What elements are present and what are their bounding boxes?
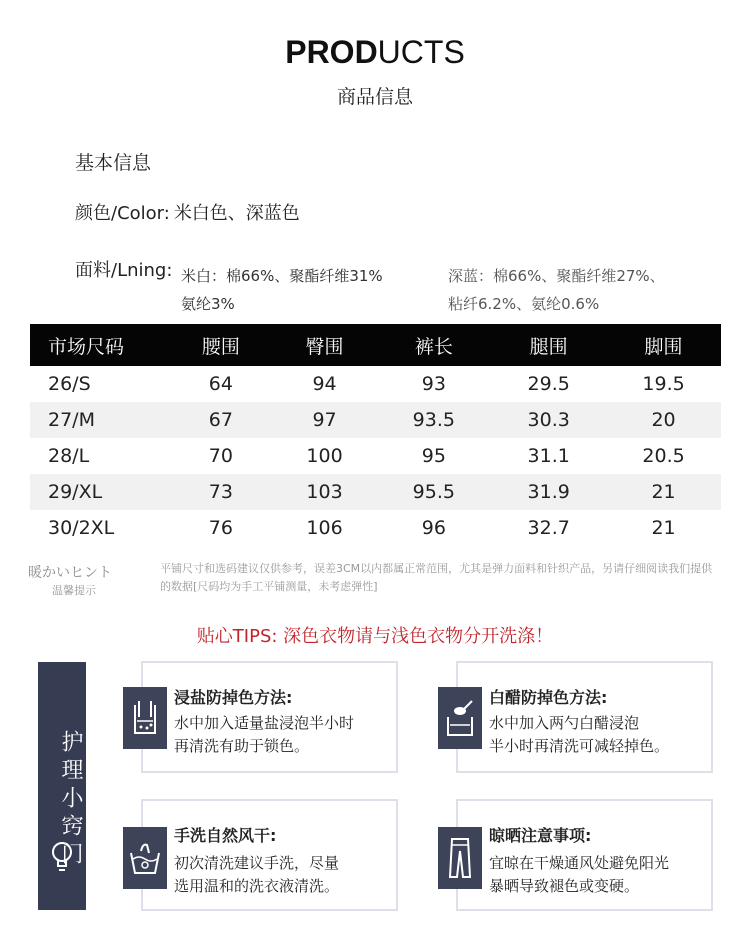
card-line: 初次清洗建议手洗，尽量	[174, 854, 340, 872]
table-cell: 20	[606, 402, 721, 438]
fabric-label: 面料/Lning:	[75, 260, 173, 281]
table-cell: 19.5	[642, 373, 685, 395]
basic-info-heading: 基本信息	[75, 152, 152, 174]
table-cell: 93.5	[376, 402, 491, 438]
title-rest: UCTS	[377, 34, 465, 70]
header-cell: 裤长	[376, 324, 491, 366]
table-cell: 96	[421, 517, 446, 539]
card-title: 晾晒注意事项:	[489, 826, 592, 845]
hint-text: 平铺尺寸和选码建议仅供参考，误差3CM以内都属正常范围，尤其是弹力面料和针织产品，另请仔细阅读我们提供的数据[尺码均为手工平铺测量，未考虑弹性]	[160, 562, 713, 593]
card-line: 选用温和的洗衣液清洗。	[174, 877, 340, 895]
color-label: 颜色/Color:	[75, 203, 170, 224]
card-title: 浸盐防掉色方法:	[174, 688, 293, 707]
card-body	[174, 712, 394, 758]
table-row	[30, 474, 721, 510]
table-row	[30, 438, 721, 474]
table-cell: 95	[421, 445, 446, 467]
card-line: 宜晾在干燥通风处避免阳光	[489, 854, 670, 872]
table-cell: 106	[306, 517, 343, 539]
table-cell: 21	[606, 474, 721, 510]
table-cell: 27/M	[30, 402, 169, 438]
pants-dry-icon	[438, 827, 482, 889]
table-cell: 103	[273, 474, 377, 510]
card-body	[174, 852, 394, 898]
hand-wash-icon	[123, 827, 167, 889]
size-table-header	[30, 324, 721, 366]
page-subtitle: 商品信息	[336, 86, 413, 108]
header-cell: 腿围	[491, 324, 606, 366]
table-row	[30, 366, 721, 402]
table-cell: 32.7	[527, 517, 570, 539]
header-cell: 市场尺码	[30, 324, 169, 366]
card-line: 再清洗有助于锁色。	[174, 737, 310, 755]
table-cell: 29.5	[527, 373, 570, 395]
care-side-label: 护理小窍门	[38, 662, 86, 910]
care-card-drying	[456, 799, 713, 911]
care-card-salt	[141, 661, 398, 773]
fabric-blue-line1: 深蓝：棉66%、聚酯纤维27%、	[448, 267, 665, 285]
card-title: 手洗自然风干:	[174, 826, 277, 845]
hint-label-jp: 暖かいヒント	[28, 565, 112, 581]
table-cell: 94	[312, 373, 337, 395]
color-row	[75, 199, 300, 225]
table-cell: 100	[306, 445, 343, 467]
care-card-handwash	[141, 799, 398, 911]
card-line: 暴晒导致褪色或变硬。	[489, 877, 640, 895]
card-body	[489, 852, 711, 898]
table-cell: 93	[421, 373, 446, 395]
table-cell: 31.1	[527, 445, 570, 467]
table-cell: 64	[208, 373, 233, 395]
card-line: 水中加入两勺白醋浸泡	[489, 714, 640, 732]
table-cell: 97	[273, 402, 377, 438]
table-cell: 70	[208, 445, 233, 467]
size-table	[30, 324, 721, 546]
table-cell: 76	[208, 517, 233, 539]
page-title	[0, 34, 750, 71]
table-cell: 95.5	[376, 474, 491, 510]
header-cell: 臀围	[273, 324, 377, 366]
table-row	[30, 402, 721, 438]
header-cell: 脚围	[606, 324, 721, 366]
vinegar-spoon-icon	[438, 687, 482, 749]
table-cell: 30/2XL	[48, 517, 115, 539]
table-cell: 20.5	[642, 445, 685, 467]
card-line: 水中加入适量盐浸泡半小时	[174, 714, 355, 732]
tips-banner: 贴心TIPS: 深色衣物请与浅色衣物分开洗涤！	[196, 626, 554, 647]
title-bold: PROD	[285, 34, 378, 70]
hint-label-cn: 温馨提示	[52, 584, 96, 597]
table-cell: 28/L	[48, 445, 90, 467]
table-cell: 29/XL	[30, 474, 169, 510]
table-row	[30, 510, 721, 546]
table-cell: 30.3	[491, 402, 606, 438]
salt-soak-icon	[123, 687, 167, 749]
lightbulb-icon	[48, 840, 76, 876]
fabric-blue-line2: 粘纤6.2%、氨纶0.6%	[448, 295, 600, 313]
table-cell: 31.9	[491, 474, 606, 510]
fabric-white-line2: 氨纶3%	[181, 295, 235, 313]
fabric-white	[181, 262, 441, 318]
card-line: 半小时再清洗可减轻掉色。	[489, 737, 670, 755]
card-body	[489, 712, 709, 758]
care-card-vinegar	[456, 661, 713, 773]
table-cell: 26/S	[48, 373, 91, 395]
card-title: 白醋防掉色方法:	[489, 688, 608, 707]
fabric-blue	[448, 262, 718, 318]
header-cell: 腰围	[169, 324, 273, 366]
color-value: 米白色、深蓝色	[173, 203, 300, 224]
table-cell: 67	[169, 402, 273, 438]
table-cell: 73	[169, 474, 273, 510]
table-cell: 21	[651, 517, 676, 539]
fabric-white-line1: 米白：棉66%、聚酯纤维31%	[181, 267, 383, 285]
